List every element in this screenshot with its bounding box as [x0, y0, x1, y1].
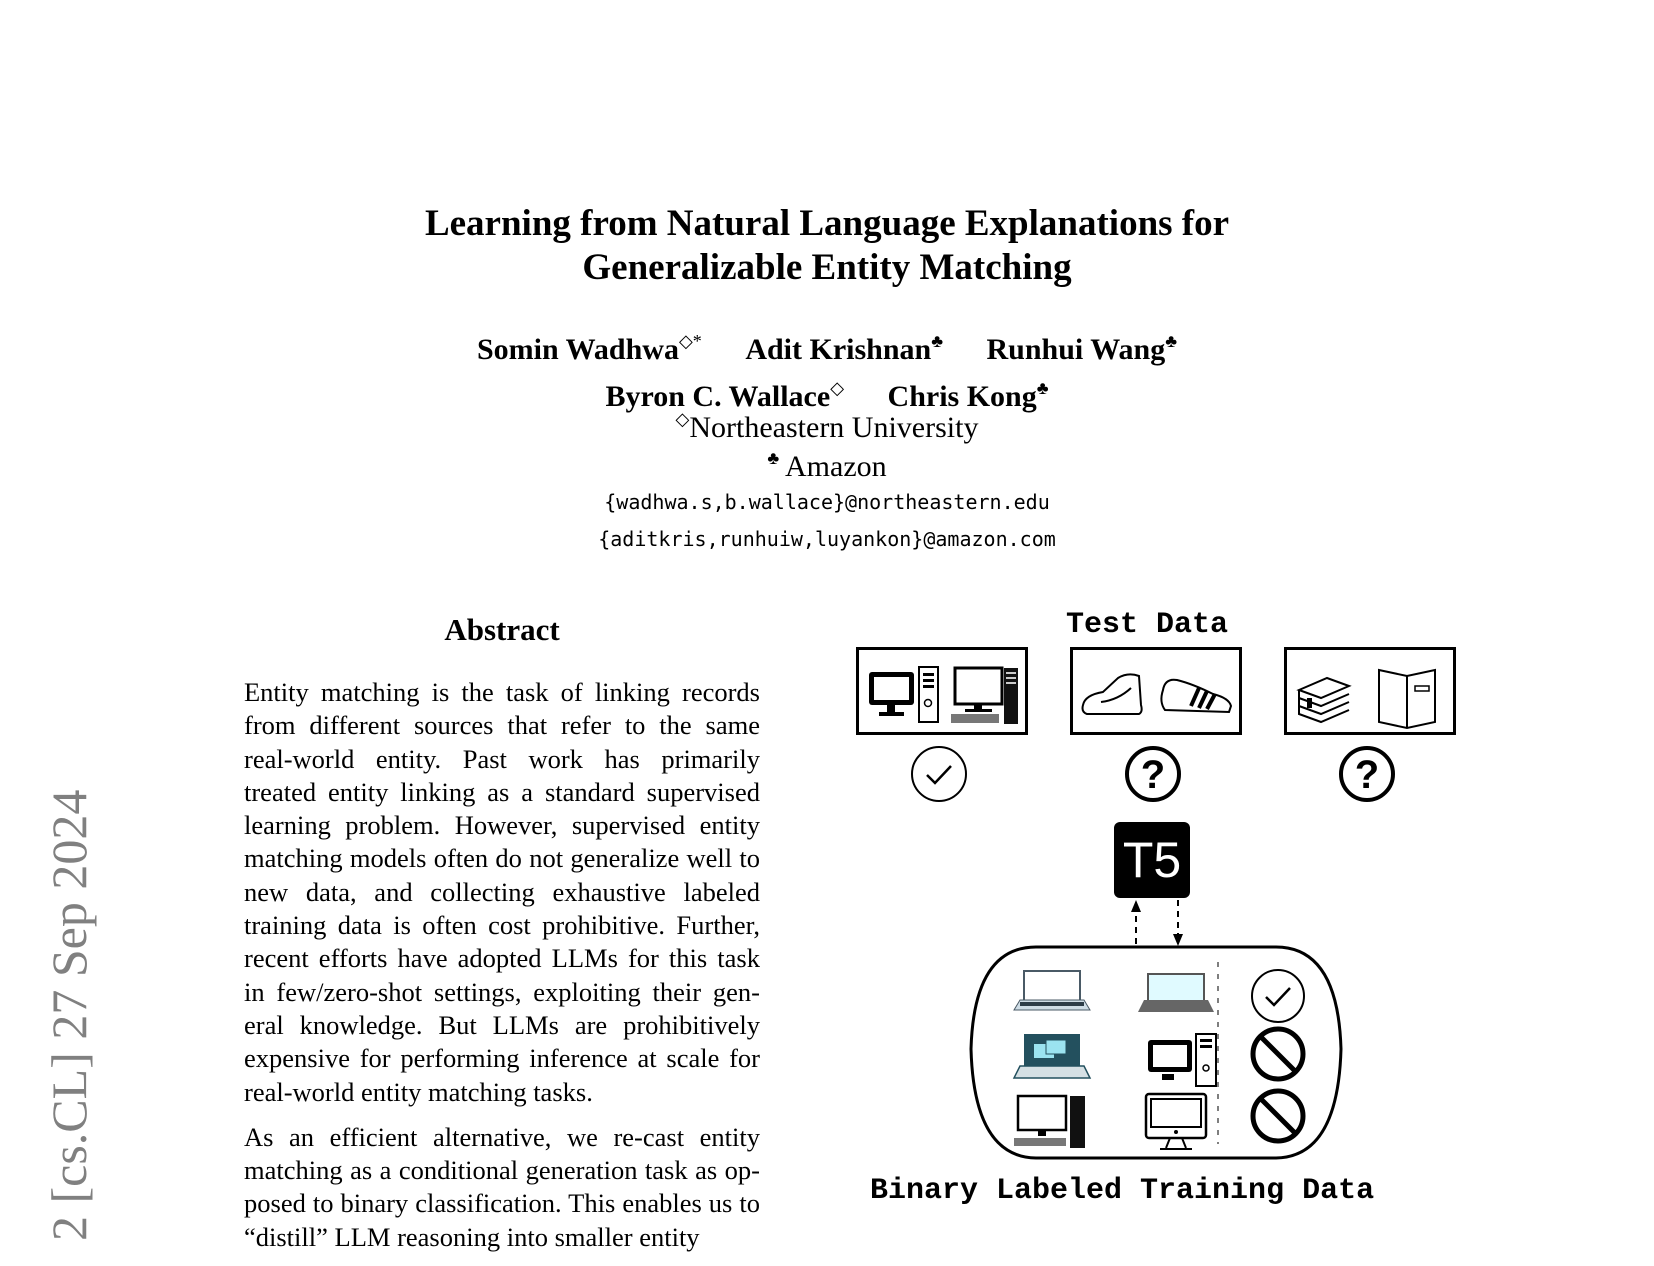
- author: [987, 333, 1178, 366]
- affiliation-mark: ◇: [675, 409, 690, 429]
- author-name: Runhui Wang: [986, 333, 1166, 366]
- paper-title: [0, 202, 1654, 290]
- training-data-label: Binary Labeled Training Data: [870, 1174, 1375, 1208]
- svg-text:?: ?: [1354, 753, 1380, 797]
- affiliation-mark: ◇: [830, 378, 845, 398]
- figure-1: [840, 600, 1460, 1220]
- author-name: Byron C. Wallace: [605, 380, 831, 413]
- author-name: Adit Krishnan: [745, 333, 932, 366]
- affiliation-name: Northeastern University: [689, 411, 979, 444]
- check-circle-icon: [909, 744, 969, 804]
- laptop-icon: [1014, 1034, 1090, 1078]
- arxiv-stamp: 2 [cs.CL] 27 Sep 2024: [41, 789, 97, 1241]
- abstract-paragraph-1: Entity matching is the task of linking records from different sources that refer to the same real-world entity. Past work has primarily treated entity linking as a standard supervised learning problem. However, supervised entity matching models often do not generalize well to new data, and collecting exhaustive labeled training data is often cost prohibitive. Further, recent efforts have adopted LLMs for this task in few/zero-shot settings, exploiting their general knowledge. But LLMs are prohibitively expensive for performing inference at scale for real-world entity matching tasks.: [244, 677, 760, 1107]
- dashed-arrows: [1120, 898, 1190, 948]
- affiliation-amazon: [0, 439, 1654, 486]
- title-line-2: Generalizable Entity Matching: [582, 247, 1072, 288]
- affiliation-mark: ♣: [1036, 378, 1049, 398]
- question-circle-icon: [1123, 744, 1183, 804]
- title-line-1: Learning from Natural Language Explanations for: [424, 203, 1230, 244]
- desktop-computer-icon: [1014, 1096, 1085, 1148]
- author: [477, 333, 702, 366]
- abstract-body: [244, 676, 760, 1266]
- author-name: Somin Wadhwa: [476, 333, 679, 366]
- email-northeastern: {wadhwa.s,b.wallace}@northeastern.edu: [604, 490, 1050, 514]
- sneaker-icon: [1073, 650, 1239, 732]
- laptop-icon: [1138, 974, 1214, 1012]
- desktop-computer-icon: [859, 650, 1025, 732]
- t5-model-block: T5: [1114, 822, 1190, 898]
- test-box-computers: [856, 647, 1028, 735]
- affiliation-mark: ◇*: [678, 331, 702, 351]
- laptop-icon: [1014, 971, 1090, 1010]
- training-data-container: [966, 944, 1346, 1162]
- question-circle-icon: [1337, 744, 1397, 804]
- affiliation-mark: ♣: [931, 331, 944, 351]
- test-box-books: [1284, 647, 1456, 735]
- test-data-label: Test Data: [1066, 608, 1229, 642]
- test-box-sneakers: [1070, 647, 1242, 735]
- books-icon: [1287, 650, 1453, 732]
- author: [745, 333, 943, 366]
- affiliation-name: Amazon: [779, 450, 887, 483]
- svg-text:?: ?: [1140, 753, 1166, 797]
- author-name: Chris Kong: [887, 380, 1037, 413]
- abstract-heading: Abstract: [444, 612, 560, 647]
- affiliation-mark: ♣: [1165, 331, 1178, 351]
- abstract-paragraph-2: As an efficient alternative, we re-cast entity matching as a conditional generation task as opposed to binary classification. This enables us to “distill” LLM reasoning into smaller entity: [244, 1121, 760, 1252]
- email-amazon: {aditkris,runhuiw,luyankon}@amazon.com: [598, 527, 1056, 551]
- affiliation-mark: ♣: [767, 448, 780, 468]
